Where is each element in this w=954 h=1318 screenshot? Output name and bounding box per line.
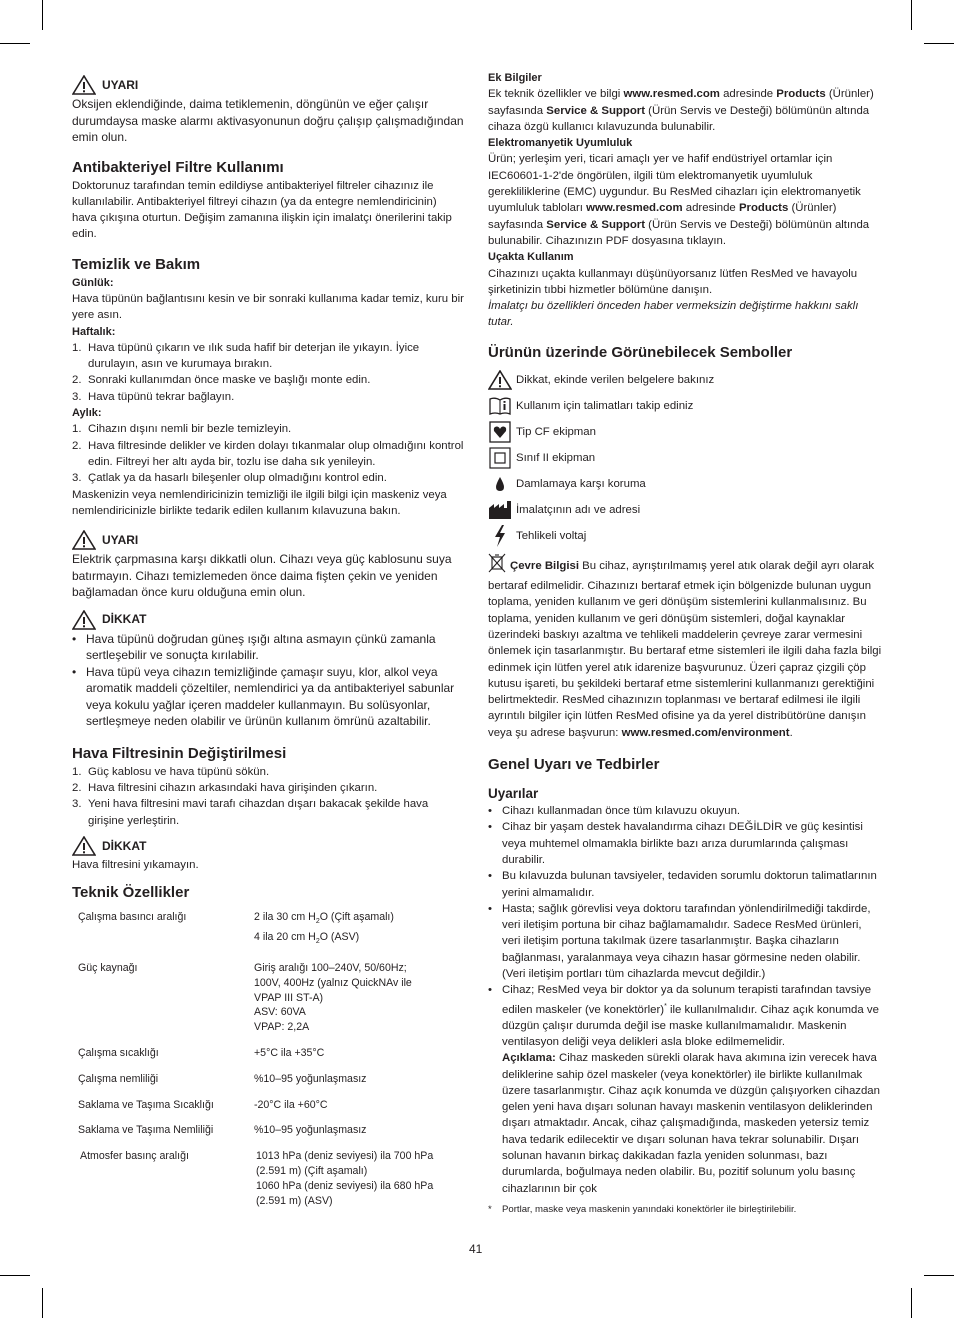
- text: (Ürünler) sayfasında: [488, 202, 837, 231]
- list-number: 3.: [72, 472, 82, 485]
- text: Ürün; yerleşim yeri, ticari amaçlı yer ve hafif endüstriyel ortamlar için IEC60601-1-2'de öngörülen, ilgili tüm elektromanyetik uyumluluk gerekliliklerine (EMC) uygundur. Bu ResMed cihazları için elektromanyetik uyumluluk tabloları: [488, 153, 861, 215]
- list-number: 2.: [72, 781, 82, 794]
- section-title-filter: Antibakteriyel Filtre Kullanımı: [72, 158, 284, 176]
- symbol-row: [488, 497, 882, 523]
- caution-title: DİKKAT: [102, 838, 147, 853]
- text: (Ürünler) sayfasında: [488, 88, 874, 117]
- caution-triangle-icon: [72, 75, 96, 95]
- crop-mark: [42, 1288, 43, 1318]
- daily-label: Günlük:: [72, 276, 114, 289]
- crop-mark: [911, 1288, 912, 1318]
- spec-value: %10–95 yoğunlaşmasız: [254, 1124, 367, 1137]
- bullet: •: [488, 821, 492, 834]
- text: Service & Support: [546, 218, 646, 231]
- list-number: 2.: [72, 439, 82, 452]
- text: (Ürün Servis ve Desteği) bölümünün altında bulunabilir. Cihazınızın PDF dosyasına tıklayın.: [488, 218, 870, 247]
- footnote: [488, 1203, 882, 1216]
- class-ii-square-icon: [488, 447, 512, 469]
- caution-triangle-icon: [72, 530, 96, 550]
- list-item: [72, 664, 464, 730]
- caution-heading: [72, 835, 464, 857]
- spec-line: 1060 hPa (deniz seviyesi) ila 680 hPa: [256, 1179, 434, 1192]
- emc-body: [488, 151, 882, 249]
- left-column: [72, 70, 464, 1216]
- section-title-filter-replace: Hava Filtresinin Değiştirilmesi: [72, 744, 287, 762]
- filter-steps: [72, 764, 464, 829]
- symbol-row: [488, 419, 882, 445]
- caution-tube: [72, 609, 464, 730]
- caution-triangle-icon: [488, 369, 512, 391]
- symbol-label: Dikkat, ekinde verilen belgelere bakınız: [516, 373, 715, 386]
- spec-text: (Çift aşamalı): [330, 911, 394, 924]
- spec-text: (2.591 m): [256, 1194, 305, 1207]
- warning-title: UYARI: [102, 77, 139, 92]
- crop-mark: [0, 1275, 30, 1276]
- spec-line: 100V, 400Hz (yalnız QuickNAv ile: [254, 976, 412, 989]
- warning-body: Oksijen eklendiğinde, daima tetiklemenin, döngünün ve eğer çalışır durumdaysa maske alarmı aktivasyonunun doğru çalışıp çalışmadığından emin olun.: [72, 97, 464, 144]
- symbol-row: [488, 445, 882, 471]
- spec-value: +5°C ila +35°C: [254, 1046, 325, 1059]
- text: Bu cihaz, ayrıştırılmamış yerel atık olarak değil ayrı olarak bertaraf edilmelidir. Cihazınızı bertaraf etmek için bölgenizde bulunan uygun toplama, yeniden kullanım ve geri dönüşüm sistemlerini kullanmalısınız. Bu toplama, yeniden kullanım ve geri dönüşüm sistemleri, doğal kaynaklar üzerindeki baskıyı azaltma ve tehlikeli maddelerin çevreye zarar vermesini önlemek için tasarlanmıştır. Bu bertaraf etme sistemleri ile ilgili daha fazla bilgi edinmek için lütfen yerel atık idarenize başvurunuz. Üzeri çapraz çizgili çöp kutusu işareti, bu şekildeki bertaraf etme sistemlerini kullanmanızı gerektiğini belirtmektedir. ResMed cihazınızın toplanması ve bertaraf edilmesi ile ilgili ayrıntılı bilgiler için lütfen ResMed ofisine ya da yerel distribütörüne danışın veya şu adrese başvurun:: [488, 559, 882, 739]
- text: Cihaz maskeden sürekli olarak hava akımına izin verecek hava deliklerine sahip özel maskeler (veya konektörler) ile birlikte kullanılmak üzere tasarlanmıştır. Cihaz açık konumda ve düzgün çalışıyorken cihazdan gelen yeni hava dışarı solunan havayı maskenin ventilasyon deliklerinden dışarı atmaktadır. Ancak, cihaz çalışmadığında, maskeden yetersiz temiz hava tedarik edilecektir ve dışarı solunan hava tekrar solunabilir. Dışarı solunan havanın birkaç dakikadan fazla yeniden solunması, bazı durumlarda, boğulmaya neden olabilir. Bu, pozitif solunum yolu basınç cihazlarının bir çok: [502, 1052, 880, 1195]
- caution-body: Hava filtresini yıkamayın.: [72, 858, 199, 871]
- type-cf-heart-icon: [488, 421, 512, 443]
- warnings-subtitle: Uyarılar: [488, 786, 539, 802]
- warning-heading: [72, 529, 464, 551]
- spec-value: [254, 907, 464, 958]
- list-text: Cihaz bir yaşam destek havalandırma cihazı DEĞİLDİR ve güç kesintisi veya muhtemel olmamakla birlikte bazı arıza durumlarında çalışması durabilir.: [502, 821, 863, 866]
- text: Service & Support: [546, 104, 646, 117]
- spec-line: [254, 930, 464, 950]
- symbol-row: [488, 393, 882, 419]
- list-number: 3.: [72, 390, 82, 403]
- spec-key: Çalışma basıncı aralığı: [78, 911, 187, 924]
- crop-mark: [42, 0, 43, 30]
- bullet: •: [72, 664, 77, 679]
- footnote-text: Portlar, maske veya maskenin yanındaki konektörler ile birleştirilebilir.: [502, 1203, 797, 1215]
- spec-text: O: [319, 931, 331, 944]
- list-text: Cihazı kullanmadan önce tüm kılavuzu okuyun.: [502, 805, 741, 818]
- spec-key: Atmosfer basınç aralığı: [80, 1150, 189, 1163]
- list-number: 1.: [72, 423, 82, 436]
- spec-line: VPAP: 2,2A: [254, 1021, 310, 1034]
- section-title-general: Genel Uyarı ve Tedbirler: [488, 756, 660, 774]
- crop-mark: [924, 1275, 954, 1276]
- list-item: [488, 982, 882, 1197]
- crop-mark: [911, 0, 912, 30]
- list-item: [488, 803, 882, 819]
- right-column: [488, 70, 882, 1216]
- spec-value: -20°C ila +60°C: [254, 1098, 328, 1111]
- filter-body: Doktorunuz tarafından temin edildiyse antibakteriyel filtreler cihazınız ile kullanılabilir. Antibakteriyel filtreyi cihazın (ya da entegre nemlendiricinin) hava çıkışına oturtun. Değişim zamanına ilişkin için imalatçı önerilerini takip edin.: [72, 179, 452, 241]
- spec-line: Giriş aralığı 100–240V, 50/60Hz;: [254, 961, 407, 974]
- list-text: Hava filtresini cihazın arkasındaki hava girişinden çıkarın.: [88, 781, 378, 794]
- crossed-bin-icon: [488, 553, 506, 578]
- caution-heading: [72, 609, 464, 631]
- extra-info-body: [488, 86, 882, 135]
- monthly-label: Aylık:: [72, 407, 102, 420]
- text: Products: [776, 88, 826, 101]
- caution-title: DİKKAT: [102, 612, 147, 627]
- bullet: •: [72, 631, 77, 646]
- spec-sub: 2: [315, 938, 320, 946]
- monthly-list: [72, 421, 464, 486]
- spec-key: Güç kaynağı: [78, 961, 138, 974]
- list-text: Cihazın dışını nemli bir bezle temizleyin.: [88, 423, 292, 436]
- instructions-book-icon: [488, 395, 512, 417]
- spec-text: 4 ila 20 cm H: [254, 931, 316, 944]
- text: adresinde: [682, 202, 739, 215]
- list-item: [488, 901, 882, 982]
- spec-value: [254, 1146, 464, 1216]
- spec-line: ASV: 60VA: [254, 1006, 306, 1019]
- symbol-row: [488, 523, 882, 549]
- spec-text: (Çift aşamalı): [304, 1164, 368, 1177]
- list-item: [72, 631, 464, 664]
- footnote-ref: *: [664, 1002, 667, 1010]
- list-item: [72, 470, 464, 486]
- resmed-link[interactable]: www.resmed.com: [586, 202, 683, 215]
- text: (Ürün Servis ve Desteği) bölümünün altında cihaza özgü kullanıcı kılavuzunda bulunabilir.: [488, 104, 870, 133]
- spec-text: (ASV): [330, 931, 360, 944]
- page-number: 41: [469, 1242, 483, 1256]
- daily-text: Hava tüpünün bağlantısını kesin ve bir sonraki kullanıma kadar temiz, kuru bir yere asın.: [72, 292, 464, 322]
- list-text: Hasta; sağlık görevlisi veya doktoru tarafından yönlendirilmediği takdirde, veri iletişim portuna bir cihaz bağlamamalıdır. Sadece ResMed ürünleri, veri iletişim portuna takılmak üzere tasarlanmıştır. Başka cihazların bağlanması, yaralanmaya veya cihazın hasar görmesine neden olabilir. (Veri iletişim portları tüm cihazlarda mevcut değildir.): [502, 902, 871, 980]
- spec-key: Saklama ve Taşıma Nemliliği: [78, 1124, 214, 1137]
- spec-key: Çalışma sıcaklığı: [78, 1046, 159, 1059]
- list-item: [488, 868, 882, 901]
- footnote-mark: *: [488, 1203, 492, 1215]
- text: .: [789, 726, 793, 739]
- environment-link[interactable]: www.resmed.com/environment: [621, 726, 790, 739]
- warning-heading: [72, 74, 464, 96]
- list-text: Çatlak ya da hasarlı bileşenler olup olmadığını kontrol edin.: [88, 472, 387, 485]
- bullet: •: [488, 870, 492, 883]
- text: ile kullanılmalıdır. Cihaz açık konumda ve düzgün çalışır durumda değil ise maske kullanılmamalıdır. Maskenin ventilasyon deliği veya delikleri asla bloke edilmemelidir.: [502, 1003, 879, 1048]
- spec-key: Saklama ve Taşıma Sıcaklığı: [78, 1098, 214, 1111]
- list-item: [72, 389, 464, 405]
- list-text: Yeni hava filtresini mavi tarafı cihazdan dışarı bakacak şekilde hava girişine yerleştirin.: [88, 798, 429, 827]
- text: adresinde: [719, 88, 777, 101]
- text: Cihaz; ResMed veya bir doktor ya da solunum terapisti tarafından tavsiye edilen maskeler (ve konektörler): [502, 984, 872, 1016]
- caution-list: [72, 631, 464, 730]
- spec-line: [254, 910, 464, 930]
- spec-text: (ASV): [304, 1194, 333, 1207]
- spec-key: Çalışma nemliliği: [78, 1072, 159, 1085]
- list-text: Bu kılavuzda bulunan tavsiyeler, tedaviden sorumlu doktorun talimatlarının yerini almamalıdır.: [502, 870, 877, 899]
- list-item: [72, 438, 464, 471]
- caution-triangle-icon: [72, 836, 96, 856]
- crop-mark: [924, 43, 954, 44]
- drip-proof-drop-icon: [488, 473, 512, 495]
- resmed-link[interactable]: www.resmed.com: [623, 88, 720, 101]
- list-item: [72, 372, 464, 388]
- section-title-specs: Teknik Özellikler: [72, 884, 190, 902]
- text: Products: [738, 202, 789, 215]
- warning-title: UYARI: [102, 532, 139, 547]
- environment-info: [488, 553, 882, 741]
- symbol-label: Sınıf II ekipman: [516, 451, 596, 464]
- bullet: •: [488, 984, 492, 997]
- list-item: [72, 796, 464, 829]
- spec-text: 2 ila 30 cm H: [254, 911, 316, 924]
- warning-electric: [72, 529, 464, 601]
- list-number: 1.: [72, 765, 82, 778]
- symbol-label: Damlamaya karşı koruma: [516, 477, 646, 490]
- warning-body: Elektrik çarpmasına karşı dikkatli olun. Cihazı veya güç kablosunu suya batırmayın. Cihazı temizlemeden önce daima fişten çekin ve yeniden bağlamadan önce kuru olduğuna emin olun.: [72, 552, 452, 600]
- bullet: •: [488, 902, 492, 915]
- extra-info-title: Ek Bilgiler: [488, 72, 542, 84]
- warning-oxygen: [72, 74, 464, 146]
- weekly-list: [72, 340, 464, 405]
- caution-triangle-icon: [72, 610, 96, 630]
- list-text: Hava tüpünü çıkarın ve ılık suda hafif bir deterjan ile yıkayın. İyice durulayın, asın ve kurumaya bırakın.: [88, 341, 420, 371]
- list-item: [72, 340, 464, 373]
- disclaimer: İmalatçı bu özellikleri önceden haber vermeksizin değiştirme hakkını saklı tutar.: [488, 300, 859, 329]
- text: Ek teknik özellikler ve bilgi: [488, 88, 624, 101]
- section-title-cleaning: Temizlik ve Bakım: [72, 255, 201, 273]
- explanation-label: Açıklama:: [502, 1052, 556, 1065]
- spec-line: [256, 1194, 464, 1209]
- spec-value: [254, 958, 464, 1043]
- list-item: [488, 819, 882, 868]
- list-text: [502, 982, 882, 1197]
- list-number: 1.: [72, 341, 82, 354]
- aircraft-body: Cihazınızı uçakta kullanmayı düşünüyorsanız lütfen ResMed ve havayolu şirketinizin tıbbi hizmetler bölümüne danışın.: [488, 267, 858, 296]
- spec-line: VPAP III ST-A): [254, 991, 324, 1004]
- spec-value: %10–95 yoğunlaşmasız: [254, 1072, 367, 1085]
- crop-mark: [0, 43, 30, 44]
- spec-text: O: [319, 911, 331, 924]
- spec-sub: 2: [315, 918, 320, 926]
- specs-table: [72, 907, 464, 1216]
- list-number: 3.: [72, 798, 82, 811]
- environment-title: Çevre Bilgisi: [510, 559, 580, 572]
- symbol-row: [488, 471, 882, 497]
- spec-line: [256, 1164, 464, 1179]
- symbol-label: Kullanım için talimatları takip ediniz: [516, 399, 694, 412]
- list-text: Güç kablosu ve hava tüpünü sökün.: [88, 765, 270, 778]
- symbol-label: İmalatçının adı ve adresi: [516, 503, 641, 516]
- list-item: [72, 764, 464, 780]
- list-text: Hava tüpünü doğrudan güneş ışığı altına asmayın çünkü zamanla sertleşebilir ve sonuçta kırılabilir.: [86, 631, 436, 663]
- warnings-list: [488, 803, 882, 1197]
- list-text: Hava tüpü veya cihazın temizliğinde çamaşır suyu, klor, alkol veya aromatik maddeli çözeltiler, nemlendirici ya da antibakteriyel sabunlar veya kokulu yağlar içeren maddeler kullanmayın. Bu solüsyonlar, sertleşmeye neden olabilir ve ürünün kullanım ömrünü azaltabilir.: [86, 664, 455, 729]
- aircraft-title: Uçakta Kullanım: [488, 251, 574, 264]
- list-item: [72, 421, 464, 437]
- manufacturer-factory-icon: [488, 499, 512, 521]
- list-number: 2.: [72, 374, 82, 387]
- cleaning-note: Maskenizin veya nemlendiricinizin temizliği ile ilgili bilgi için maskeniz veya nemlendiricinizle birlikte tedarik edilen kullanım kılavuzuna bakın.: [72, 488, 447, 517]
- symbol-row: [488, 367, 882, 393]
- bullet: •: [488, 805, 492, 818]
- section-title-symbols: Ürünün üzerinde Görünebilecek Semboller: [488, 343, 793, 361]
- list-text: Hava filtresinde delikler ve kirden dolayı tıkanmalar olup olmadığını kontrol edin. Filtreyi her altı ayda bir, tozlu ise daha sık yenileyin.: [88, 439, 464, 468]
- symbol-label: Tip CF ekipman: [516, 425, 596, 438]
- list-text: Hava tüpünü tekrar bağlayın.: [88, 390, 235, 403]
- list-text: Sonraki kullanımdan önce maske ve başlığı monte edin.: [88, 374, 371, 387]
- spec-text: (2.591 m): [256, 1164, 305, 1177]
- weekly-label: Haftalık:: [72, 325, 116, 338]
- list-item: [72, 780, 464, 796]
- emc-title: Elektromanyetik Uyumluluk: [488, 137, 633, 150]
- high-voltage-icon: [488, 525, 512, 547]
- symbol-label: Tehlikeli voltaj: [516, 529, 587, 542]
- caution-filter: [72, 835, 464, 873]
- spec-line: 1013 hPa (deniz seviyesi) ila 700 hPa: [256, 1150, 434, 1163]
